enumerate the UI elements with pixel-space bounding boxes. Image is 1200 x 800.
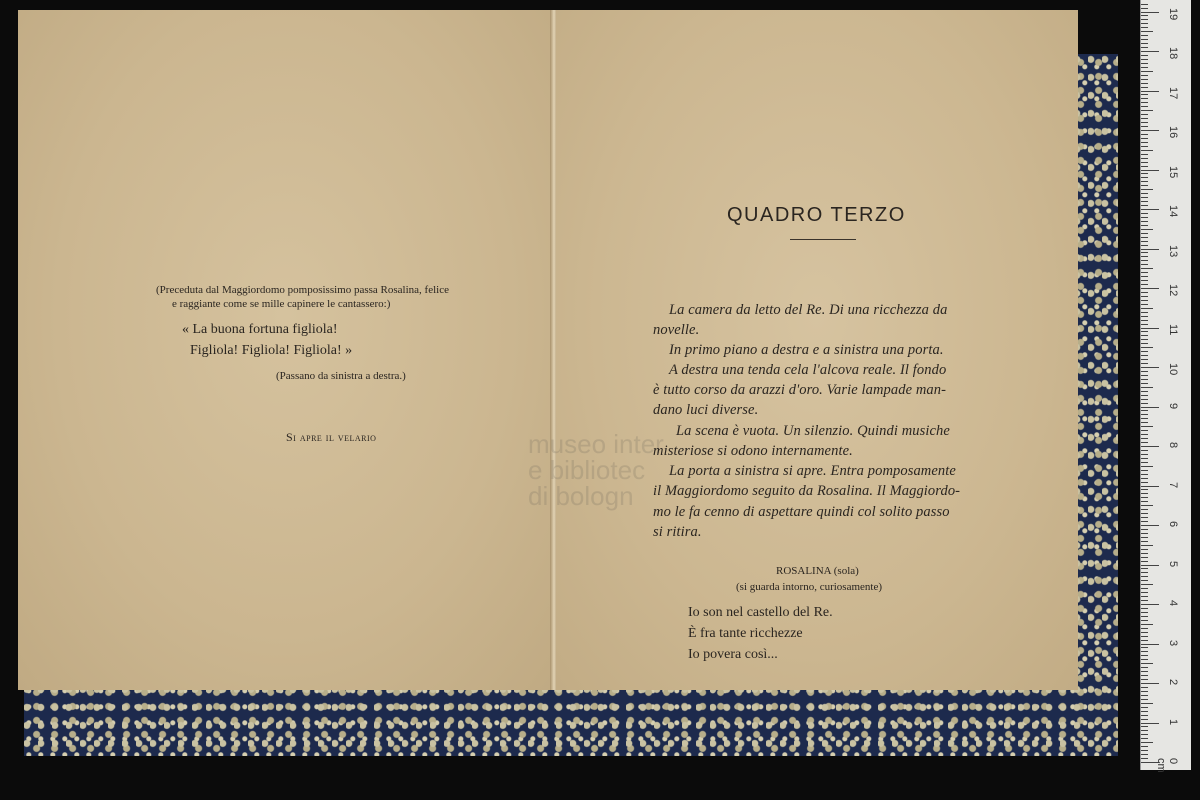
ruler-minor-tick [1141,375,1148,376]
description-line-5: è tutto corso da arazzi d'oro. Varie lampade man- [653,382,947,398]
ruler-minor-tick [1141,4,1148,5]
ruler-minor-tick [1141,276,1148,277]
ruler-minor-tick [1141,659,1148,660]
ruler-minor-tick [1141,746,1148,747]
ruler-minor-tick [1141,284,1148,285]
ruler-minor-tick [1141,691,1148,692]
ruler-minor-tick [1141,462,1148,463]
ruler-minor-tick [1141,399,1148,400]
ruler-major-tick [1141,130,1159,131]
ruler-minor-tick [1141,422,1148,423]
ruler-minor-tick [1141,67,1148,68]
ruler-minor-tick [1141,221,1148,222]
description-line-11: mo le fa cenno di aspettare quindi col solito passo [653,504,950,520]
ruler-minor-tick [1141,537,1148,538]
ruler-minor-tick [1141,719,1148,720]
ruler-minor-tick [1141,442,1148,443]
ruler-minor-tick [1141,655,1148,656]
description-line-7: La scena è vuota. Un silenzio. Quindi musiche [676,423,950,439]
ruler-minor-tick [1141,588,1148,589]
ruler-major-tick [1141,91,1159,92]
ruler-label: 8 [1167,442,1179,449]
ruler-minor-tick [1141,568,1148,569]
ruler-minor-tick [1141,245,1148,246]
ruler-major-tick [1141,446,1159,447]
ruler-minor-tick [1141,268,1153,269]
ruler-label: 15 [1167,165,1179,178]
description-line-9: La porta a sinistra si apre. Entra pomposamente [669,463,956,479]
ruler-major-tick [1141,525,1159,526]
ruler-minor-tick [1141,679,1148,680]
ruler-minor-tick [1141,343,1148,344]
exit-direction: (Passano da sinistra a destra.) [276,370,406,382]
ruler-minor-tick [1141,15,1148,16]
description-line-6: dano luci diverse. [653,402,759,418]
title-rule [790,239,856,240]
ruler-minor-tick [1141,126,1148,127]
description-line-3: In primo piano a destra e a sinistra una porta. [669,342,944,358]
ruler-major-tick [1141,249,1159,250]
ruler-minor-tick [1141,580,1148,581]
ruler-minor-tick [1141,252,1148,253]
ruler-minor-tick [1141,517,1148,518]
ruler-minor-tick [1141,114,1148,115]
ruler-minor-tick [1141,63,1148,64]
ruler-minor-tick [1141,561,1148,562]
ruler-minor-tick [1141,55,1148,56]
ruler-minor-tick [1141,454,1148,455]
ruler-major-tick [1141,486,1159,487]
ruler-minor-tick [1141,647,1148,648]
ruler-label: 6 [1167,521,1179,528]
measuring-ruler [1140,0,1191,773]
ruler-minor-tick [1141,292,1148,293]
speaker-direction: (si guarda intorno, curiosamente) [736,581,883,593]
ruler-minor-tick [1141,150,1153,151]
ruler-minor-tick [1141,410,1148,411]
ruler-minor-tick [1141,509,1148,510]
ruler-minor-tick [1141,572,1148,573]
ruler-minor-tick [1141,742,1153,743]
ruler-minor-tick [1141,102,1148,103]
ruler-minor-tick [1141,158,1148,159]
ruler-major-tick [1141,12,1159,13]
ruler-major-tick [1141,407,1159,408]
ruler-major-tick [1141,565,1159,566]
ruler-minor-tick [1141,474,1148,475]
song-line-2: È fra tante ricchezze [688,626,803,641]
ruler-minor-tick [1141,478,1148,479]
ruler-minor-tick [1141,35,1148,36]
ruler-minor-tick [1141,426,1153,427]
ruler-label: 14 [1167,205,1179,218]
ruler-label: 19 [1167,7,1179,20]
ruler-minor-tick [1141,189,1153,190]
ruler-minor-tick [1141,596,1148,597]
ruler-minor-tick [1141,320,1148,321]
ruler-minor-tick [1141,138,1148,139]
ruler-major-tick [1141,328,1159,329]
ruler-minor-tick [1141,359,1148,360]
ruler-minor-tick [1141,482,1148,483]
ruler-minor-tick [1141,347,1153,348]
ruler-minor-tick [1141,23,1148,24]
ruler-minor-tick [1141,193,1148,194]
ruler-major-tick [1141,51,1159,52]
ruler-minor-tick [1141,458,1148,459]
ruler-label: 4 [1167,600,1179,607]
ruler-minor-tick [1141,134,1148,135]
ruler-minor-tick [1141,229,1153,230]
ruler-minor-tick [1141,497,1148,498]
ruler-label: 10 [1167,363,1179,376]
page-title: QUADRO TERZO [727,204,906,226]
ruler-label: 5 [1167,560,1179,567]
watermark-line-1: museo inter [528,429,664,459]
ruler-minor-tick [1141,738,1148,739]
ruler-minor-tick [1141,300,1148,301]
ruler-minor-tick [1141,59,1148,60]
ruler-minor-tick [1141,545,1153,546]
description-line-8: misteriose si odono internamente. [653,443,853,459]
ruler-minor-tick [1141,87,1148,88]
ruler-label: 3 [1167,639,1179,646]
ruler-minor-tick [1141,185,1148,186]
ruler-label: 2 [1167,679,1179,686]
ruler-minor-tick [1141,98,1148,99]
ruler-minor-tick [1141,707,1148,708]
ruler-minor-tick [1141,241,1148,242]
ruler-minor-tick [1141,730,1148,731]
ruler-minor-tick [1141,379,1148,380]
ruler-minor-tick [1141,715,1148,716]
speaker-name: ROSALINA (sola) [776,565,859,577]
ruler-minor-tick [1141,225,1148,226]
ruler-major-tick [1141,723,1159,724]
ruler-major-tick [1141,683,1159,684]
ruler-minor-tick [1141,592,1148,593]
ruler-minor-tick [1141,260,1148,261]
ruler-minor-tick [1141,671,1148,672]
ruler-minor-tick [1141,758,1148,759]
stage-direction-line-1: (Preceduta dal Maggiordomo pomposissimo passa Rosalina, felice [156,284,449,296]
ruler-minor-tick [1141,205,1148,206]
ruler-minor-tick [1141,387,1153,388]
stage-direction-line-2: e raggiante come se mille capinere le cantassero:) [172,298,391,310]
ruler-minor-tick [1141,110,1153,111]
ruler-minor-tick [1141,553,1148,554]
ruler-minor-tick [1141,355,1148,356]
ruler-minor-tick [1141,217,1148,218]
ruler-minor-tick [1141,27,1148,28]
ruler-minor-tick [1141,280,1148,281]
ruler-minor-tick [1141,667,1148,668]
ruler-minor-tick [1141,651,1148,652]
ruler-minor-tick [1141,501,1148,502]
ruler-minor-tick [1141,395,1148,396]
ruler-label: 0 cm [1155,758,1179,773]
ruler-minor-tick [1141,675,1148,676]
ruler-minor-tick [1141,616,1148,617]
ruler-minor-tick [1141,489,1148,490]
ruler-minor-tick [1141,624,1153,625]
ruler-minor-tick [1141,687,1148,688]
ruler-minor-tick [1141,39,1148,40]
ruler-label: 12 [1167,284,1179,297]
ruler-minor-tick [1141,533,1148,534]
ruler-minor-tick [1141,438,1148,439]
ruler-minor-tick [1141,83,1148,84]
ruler-minor-tick [1141,324,1148,325]
verse-line-2: Figliola! Figliola! Figliola! » [190,343,353,358]
ruler-minor-tick [1141,403,1148,404]
ruler-minor-tick [1141,181,1148,182]
ruler-minor-tick [1141,331,1148,332]
ruler-minor-tick [1141,146,1148,147]
ruler-major-tick [1141,644,1159,645]
ruler-minor-tick [1141,695,1148,696]
ruler-minor-tick [1141,304,1148,305]
ruler-minor-tick [1141,47,1148,48]
ruler-minor-tick [1141,418,1148,419]
ruler-minor-tick [1141,529,1148,530]
ruler-minor-tick [1141,612,1148,613]
ruler-minor-tick [1141,154,1148,155]
ruler-label: 18 [1167,47,1179,60]
ruler-minor-tick [1141,505,1153,506]
ruler-minor-tick [1141,434,1148,435]
ruler-minor-tick [1141,699,1148,700]
ruler-minor-tick [1141,166,1148,167]
ruler-minor-tick [1141,726,1148,727]
ruler-minor-tick [1141,19,1148,20]
ruler-minor-tick [1141,541,1148,542]
ruler-minor-tick [1141,339,1148,340]
ruler-minor-tick [1141,576,1148,577]
description-line-1: La camera da letto del Re. Di una ricchezza da [669,302,948,318]
ruler-minor-tick [1141,600,1148,601]
ruler-minor-tick [1141,71,1153,72]
ruler-label: 17 [1167,86,1179,99]
ruler-minor-tick [1141,335,1148,336]
ruler-minor-tick [1141,79,1148,80]
ruler-minor-tick [1141,213,1148,214]
ruler-minor-tick [1141,493,1148,494]
ruler-minor-tick [1141,75,1148,76]
curtain-rises: Si apre il velario [286,430,377,444]
ruler-minor-tick [1141,264,1148,265]
description-line-4: A destra una tenda cela l'alcova reale. Il fondo [669,362,947,378]
ruler-minor-tick [1141,122,1148,123]
ruler-minor-tick [1141,272,1148,273]
ruler-minor-tick [1141,233,1148,234]
ruler-minor-tick [1141,703,1153,704]
ruler-minor-tick [1141,383,1148,384]
song-line-1: Io son nel castello del Re. [688,605,833,620]
ruler-major-tick [1141,367,1159,368]
ruler-minor-tick [1141,620,1148,621]
description-line-10: il Maggiordomo seguito da Rosalina. Il Maggiordo- [653,483,961,499]
ruler-minor-tick [1141,711,1148,712]
ruler-minor-tick [1141,256,1148,257]
ruler-minor-tick [1141,549,1148,550]
ruler-minor-tick [1141,734,1148,735]
ruler-minor-tick [1141,162,1148,163]
ruler-label: 13 [1167,244,1179,257]
ruler-minor-tick [1141,197,1148,198]
ruler-minor-tick [1141,466,1153,467]
ruler-minor-tick [1141,118,1148,119]
ruler-minor-tick [1141,237,1148,238]
ruler-minor-tick [1141,557,1148,558]
ruler-minor-tick [1141,470,1148,471]
ruler-major-tick [1141,170,1159,171]
ruler-minor-tick [1141,584,1153,585]
ruler-minor-tick [1141,94,1148,95]
ruler-minor-tick [1141,513,1148,514]
ruler-minor-tick [1141,363,1148,364]
ruler-label: 7 [1167,481,1179,488]
watermark-line-3: di bologn [528,481,634,511]
ruler-minor-tick [1141,450,1148,451]
song-line-3: Io povera così... [688,647,778,662]
ruler-label: 16 [1167,126,1179,139]
ruler-minor-tick [1141,173,1148,174]
ruler-minor-tick [1141,316,1148,317]
watermark-line-2: e bibliotec [528,455,646,485]
ruler-major-tick [1141,288,1159,289]
ruler-minor-tick [1141,640,1148,641]
ruler-minor-tick [1141,308,1153,309]
ruler-minor-tick [1141,201,1148,202]
ruler-major-tick [1141,209,1159,210]
ruler-minor-tick [1141,177,1148,178]
ruler-label: 11 [1167,323,1179,335]
ruler-minor-tick [1141,296,1148,297]
description-line-2: novelle. [653,322,700,338]
ruler-minor-tick [1141,8,1148,9]
ruler-label: 1 [1167,718,1179,725]
ruler-minor-tick [1141,142,1148,143]
ruler-minor-tick [1141,391,1148,392]
ruler-minor-tick [1141,31,1153,32]
verse-line-1: « La buona fortuna figliola! [182,322,338,337]
ruler-minor-tick [1141,632,1148,633]
ruler-minor-tick [1141,521,1148,522]
ruler-minor-tick [1141,43,1148,44]
ruler-minor-tick [1141,636,1148,637]
ruler-minor-tick [1141,663,1153,664]
ruler-minor-tick [1141,430,1148,431]
ruler-major-tick [1141,604,1159,605]
ruler-minor-tick [1141,754,1148,755]
ruler-minor-tick [1141,628,1148,629]
ruler-minor-tick [1141,312,1148,313]
ruler-label: 9 [1167,402,1179,409]
ruler-minor-tick [1141,750,1148,751]
ruler-minor-tick [1141,414,1148,415]
ruler-minor-tick [1141,371,1148,372]
description-line-12: si ritira. [653,524,702,540]
ruler-minor-tick [1141,351,1148,352]
ruler-minor-tick [1141,106,1148,107]
ruler-minor-tick [1141,608,1148,609]
